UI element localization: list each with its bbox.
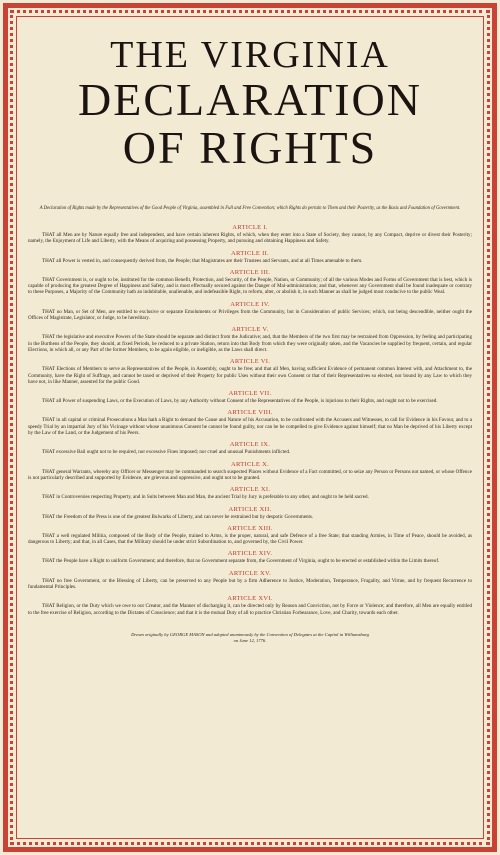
article [28, 570, 472, 591]
article-heading: ARTICLE X. [231, 460, 269, 468]
article-heading: ARTICLE V. [231, 326, 269, 334]
article-text: THAT no free Government, or the Blessing of Liberty, can be preserved to any People but by a firm Adherence to Justice, Moderation, Temperance, Frugality, and Virtue, and by frequent Recurrence to fundamental Principles. [28, 577, 472, 591]
article [28, 250, 472, 264]
article-heading: ARTICLE XIV. [227, 550, 273, 558]
article-heading: ARTICLE VII. [228, 390, 272, 398]
article-text: THAT the legislative and executive Powers of the State should be separate and distinct from the Judicative; and, that the Members of the two first may be restrained from Oppression, by feeling and participating in the Burthens of the People, they should, at fixed Periods, be reduced to a private Station, return into that Body from which they were originally taken, and the Vacancies be supplied by frequent, certain, and regular Elections, in which all, or any Part of the former Members, to be again eligible, or ineligible, as the Laws shall direct. [28, 334, 472, 353]
article-text: THAT all Power is vested in, and consequently derived from, the People; that Magistrates are their Trustees and Servants, and at all Times amenable to them. [42, 257, 363, 264]
article-text: THAT a well regulated Militia, composed of the Body of the People, trained to Arms, is the proper, natural, and safe Defence of a free State; that standing Armies, in Time of Peace, should be avoided, as dangerous to Liberty; and that, in all Cases, that the Military should be under strict Subordination to, and governed by, the Civil Power. [28, 532, 472, 546]
title-line-1: THE VIRGINIA [110, 34, 390, 76]
footer-credit [28, 632, 472, 644]
article-heading: ARTICLE XIII. [227, 524, 273, 532]
article-text: THAT the Freedom of the Press is one of the greatest Bulwarks of Liberty, and can never be restrained but by despotic Governments. [42, 513, 314, 520]
document-content [28, 30, 472, 830]
articles-list [28, 224, 472, 616]
article [28, 595, 472, 616]
article-heading: ARTICLE XVI. [227, 595, 273, 603]
article-text: THAT Elections of Members to serve as Representatives of the People, in Assembly, ought to be free; and that all Men, having sufficient Evidence of permanent common Interest with, and Attachment to, the Community, have the Right of Suffrage, and cannot be taxed or deprived of their Property for public Uses without their own Consent or that of their Representatives so elected, nor bound by any Law to which they have not, in like Manner, assented for the public Good. [28, 366, 472, 385]
article-heading: ARTICLE II. [231, 249, 269, 257]
article [28, 550, 472, 564]
article [28, 525, 472, 546]
footer-line-2: on June 12, 1776. [233, 637, 267, 643]
article-text: THAT Government is, or ought to be, instituted for the common Benefit, Protection, and Security, of the People, Nation, or Community; of all the various Modes and Forms of Government that is best, which is capable of producing the greatest Degree of Happiness and Safety, and is most effectually secured against the Danger of Mal-administration; and that, whenever any Government shall be found inadequate or contrary to these Purposes, a Majority of the Community hath an indubitable, unalienable, and indefeasible Right, to reform, alter, or abolish it, in such Manner as shall be judged most conducive to the public Weal. [28, 276, 472, 296]
article [28, 224, 472, 245]
article [28, 461, 472, 482]
title-line-2: DECLARATION [78, 74, 422, 125]
article-heading: ARTICLE XI. [229, 486, 271, 494]
article-text: THAT in Controversies respecting Property, and in Suits between Man and Man, the ancient Trial by Jury is preferable to any other, and ought to be held sacred. [42, 494, 369, 501]
article-heading: ARTICLE XII. [228, 505, 272, 513]
article-text: THAT all Men are by Nature equally free and independent, and have certain inherent Rights, of which, when they enter into a State of Society, they cannot, by any Compact, deprive or divest their Posterity; namely, the Enjoyment of Life and Liberty, with the Means of acquiring and possessing Property, and pursuing and obtaining Happiness and Safety. [28, 232, 472, 245]
article-text: THAT general Warrants, whereby any Officer or Messenger may be commanded to search suspected Places without Evidence of a Fact committed, or to seize any Person or Persons not named, or whose Offence is not particularly described and supported by Evidence, are grievous and oppressive, and ought not to be granted. [28, 468, 472, 481]
article [28, 301, 472, 322]
article-text: THAT Religion, or the Duty which we owe to our Creator, and the Manner of discharging it, can be directed only by Reason and Conviction, not by Force or Violence; and therefore, all Men are equally entitled to the free exercise of Religion, according to the Dictates of Conscience; and that it is the mutual Duty of all to practice Christian Forbearance, Love, and Charity, towards each other. [28, 603, 472, 616]
article-heading: ARTICLE IV. [230, 300, 270, 308]
article-heading: ARTICLE IX. [229, 441, 271, 449]
article [28, 506, 472, 520]
article [28, 409, 472, 436]
title-line-3: OF RIGHTS [122, 122, 378, 173]
article [28, 486, 472, 500]
article [28, 390, 472, 404]
article-heading: ARTICLE III. [229, 268, 271, 276]
article [28, 358, 472, 385]
article-text: THAT in all capital or criminal Prosecutions a Man hath a Right to demand the Cause and Nature of his Accusation, to be confronted with the Accusers and Witnesses, to call for Evidence in his Favour, and to a speedy Trial by an impartial Jury of his Vicinage without whose unanimous Consent he cannot be found guilty, nor can he be compelled to give Evidence against himself; that no Man be deprived of his Liberty except by the Law of the Land, or the Judgement of his Peers. [28, 417, 472, 437]
article-text: THAT excessive Bail ought not to be required, nor excessive Fines imposed; nor cruel and unusual Punishments inflicted. [42, 449, 291, 456]
intro-text: A Declaration of Rights made by the Representatives of the Good People of Virginia, assembled in Full and Free Convention; which Rights do pertain to Them and their Posterity, as the Basis and Foundation of Government. [39, 206, 461, 211]
article-text: THAT all Power of suspending Laws, or the Execution of Laws, by any Authority without Consent of the Representatives of the People, is injurious to their Rights, and ought not to be exercised. [42, 398, 438, 405]
article-text: THAT no Man, or Set of Men, are entitled to exclusive or separate Emoluments or Privileges from the Community, but in Consideration of public Services; which, not being descendible, neither ought the Offices of Magistrate, Legislator, or Judge, to be hereditary. [28, 308, 472, 322]
footer-line-1: Drawn originally by GEORGE MASON and adopted unanimously by the Convention of Delegates at the Capitol in Williamsburg [131, 631, 369, 637]
article-heading: ARTICLE XV. [228, 569, 272, 577]
article-text: THAT the People have a Right to uniform Government; and therefore, that no Government separate from, the Government of Virginia, ought to be erected or established within the Limits thereof. [42, 558, 440, 565]
article-heading: ARTICLE I. [232, 224, 268, 231]
article [28, 326, 472, 353]
article [28, 441, 472, 455]
article-heading: ARTICLE VIII. [227, 409, 273, 417]
article [28, 269, 472, 296]
article-heading: ARTICLE VI. [229, 358, 271, 366]
